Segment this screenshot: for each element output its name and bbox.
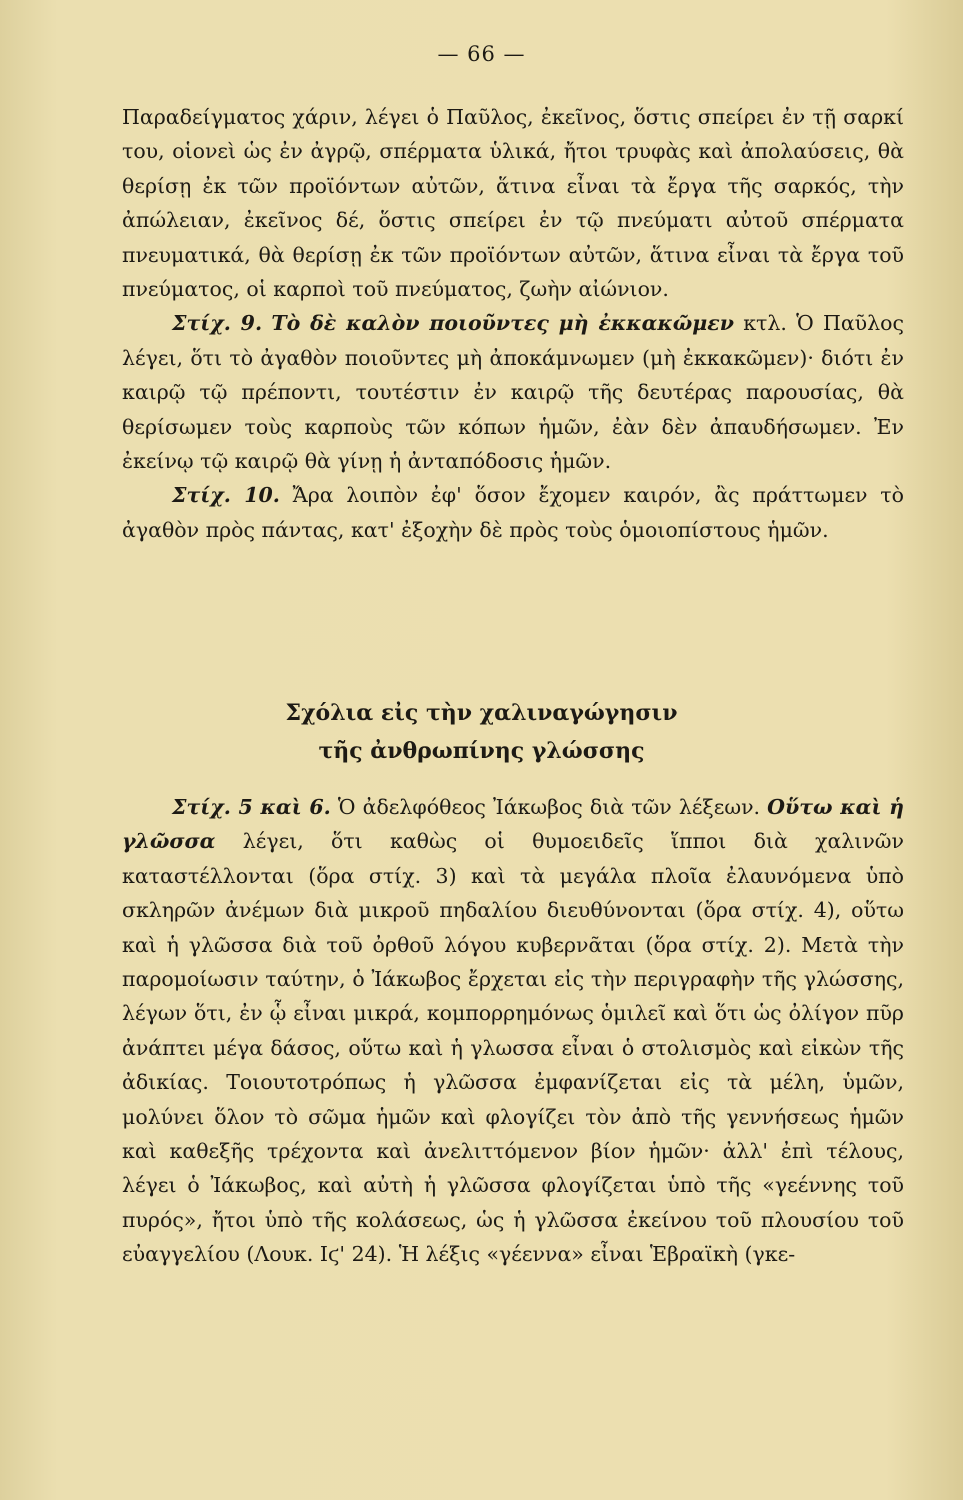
verse-9-ref: Στίχ. 9. [172,311,263,336]
verse-5-6-quote: Οὕτω καὶ ἡ γλῶσσα [122,795,904,854]
verse-9-paragraph [122,306,904,478]
verse-5-6-ref: Στίχ. 5 καὶ 6. [172,795,331,819]
verse-10-text: Ἄρα λοιπὸν ἐφ' ὅσον ἔχομεν καιρόν, ἂς πράττωμεν τὸ ἀγαθὸν πρὸς πάντας, κατ' ἐξοχὴν δὲ πρὸς τοὺς ὁμοιοπίστους ἡμῶν. [122,483,904,542]
verse-5-6-text-1: Ὁ ἀδελφόθεος Ἰάκωβος διὰ τῶν λέξεων. [337,795,761,819]
verse-9-text: κτλ. Ὁ Παῦλος λέγει, ὅτι τὸ ἀγαθὸν ποιοῦντες μὴ ἀποκάμνωμεν (μὴ ἐκκακῶμεν)· διότι ἐν καιρῷ τῷ πρέποντι, τουτέστιν ἐν καιρῷ τῆς δευτέρας παρουσίας, θὰ θερίσωμεν τοὺς καρποὺς τῶν κόπων ἡμῶν, ἐὰν δὲν ἀπαυδήσωμεν. Ἐν ἐκείνῳ τῷ καιρῷ θὰ γίνῃ ἡ ἀνταπόδοσις ἡμῶν. [122,311,904,474]
upper-text-block [122,100,904,547]
section-heading [0,694,963,770]
page-number: — 66 — [437,42,526,66]
verse-10-paragraph [122,478,904,547]
verse-10-ref: Στίχ. 10. [172,483,280,508]
verse-5-6-text-2: λέγει, ὅτι καθὼς οἱ θυμοειδεῖς ἵπποι διὰ χαλινῶν καταστέλλονται (ὅρα στίχ. 3) καὶ τὰ μεγάλα πλοῖα ἐλαυνόμενα ὑπὸ σκληρῶν ἀνέμων διὰ μικροῦ πηδαλίου διευθύνονται (ὅρα στίχ. 4), οὕτω καὶ ἡ γλῶσσα διὰ τοῦ ὀρθοῦ λόγου κυβερνᾶται (ὅρα στίχ. 2). Μετὰ τὴν παρομοίωσιν ταύτην, ὁ Ἰάκωβος ἔρχεται εἰς τὴν περιγραφὴν τῆς γλώσσης, λέγων ὅτι, ἐν ᾧ εἶναι μικρά, κομπορρημόνως ὁμιλεῖ καὶ ὅτι ὡς ὀλίγον πῦρ ἀνάπτει μέγα δάσος, οὕτω καὶ ἡ γλωσσα εἶναι ὁ στολισμὸς καὶ εἰκὼν τῆς ἀδικίας. Τοιουτοτρόπως ἡ γλῶσσα ἐμφανίζεται εἰς τὰ μέλη, ὑμῶν, μολύνει ὅλον τὸ σῶμα ἡμῶν καὶ φλογίζει τὸν ἀπὸ τῆς γεννήσεως ἡμῶν καὶ καθεξῆς τρέχοντα καὶ ἀνελιττόμενον βίον ἡμῶν· ἀλλ' ἐπὶ τέλους, λέγει ὁ Ἰάκωβος, καὶ αὐτὴ ἡ γλῶσσα φλογίζεται ὑπὸ τῆς «γεέννης τοῦ πυρός», ἤτοι ὑπὸ τῆς κολάσεως, ὡς ἡ γλῶσσα ἐκείνου τοῦ πλουσίου τοῦ εὐαγγελίου (Λουκ. Ιϛ' 24). Ἡ λέξις «γέεννα» εἶναι Ἑβραϊκὴ (γκε- [122,829,904,1267]
verse-5-6-paragraph [122,790,904,1272]
paragraph-1: Παραδείγματος χάριν, λέγει ὁ Παῦλος, ἐκεῖνος, ὅστις σπείρει ἐν τῇ σαρκί του, οἱονεὶ ὡς ἐν ἀγρῷ, σπέρματα ὑλικά, ἤτοι τρυφὰς καὶ ἀπολαύσεις, θὰ θερίσῃ ἐκ τῶν προϊόντων αὐτῶν, ἅτινα εἶναι τὰ ἔργα τῆς σαρκός, τὴν ἀπώλειαν, ἐκεῖνος δέ, ὅστις σπείρει ἐν τῷ πνεύματι αὐτοῦ σπέρματα πνευματικά, θὰ θερίσῃ ἐκ τῶν προϊόντων αὐτῶν, ἅτινα εἶναι τὰ ἔργα τοῦ πνεύματος, οἱ καρποὶ τοῦ πνεύματος, ζωὴν αἰώνιον. [122,105,904,302]
lower-text-block [122,790,904,1272]
heading-line-1: Σχόλια εἰς τὴν χαλιναγώγησιν [285,700,678,726]
heading-line-2: τῆς ἀνθρωπίνης γλώσσης [318,738,645,764]
verse-9-quote: Τὸ δὲ καλὸν ποιοῦντες μὴ ἐκκακῶμεν [271,311,734,336]
